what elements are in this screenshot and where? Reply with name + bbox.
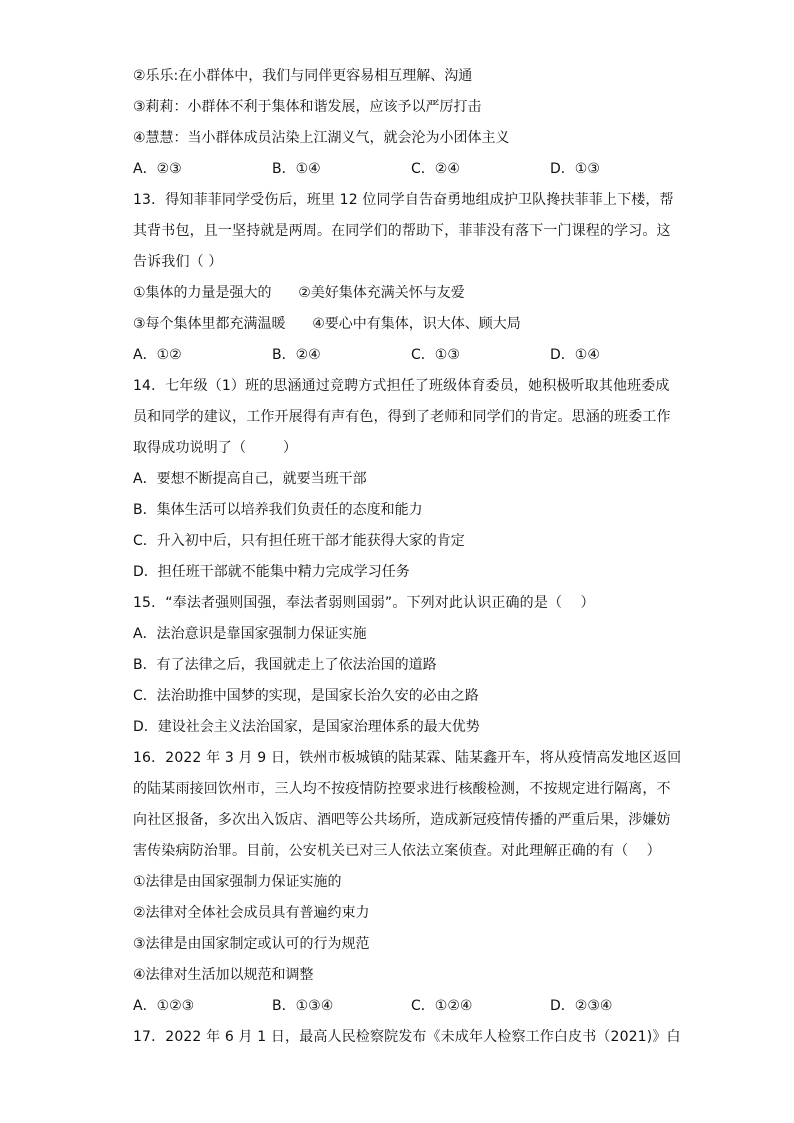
stem-line: 的陆某雨接回饮州市，三人均不按疫情防控要求进行核酸检测，不按规定进行隔离，不 (133, 781, 671, 797)
option-c[interactable]: C．②④ (411, 161, 460, 177)
question-15-stem (133, 588, 663, 619)
option-b[interactable]: B．①④ (272, 161, 321, 177)
statement: ②乐乐:在小群体中，我们与同伴更容易相互理解、沟通 (133, 68, 473, 84)
question-13-options (133, 340, 663, 371)
option-a[interactable]: A．要想不断提高自己，就要当班干部 (133, 471, 367, 487)
option-a[interactable]: A．①②③ (133, 998, 195, 1014)
statement: ②法律对全体社会成员具有普遍约束力 (133, 905, 370, 921)
stem-line: 16．2022 年 3 月 9 日，铁州市板城镇的陆某霖、陆某鑫开车，将从疫情高发地区返回 (133, 750, 682, 766)
option-d[interactable]: D．担任班干部就不能集中精力完成学习任务 (133, 564, 410, 580)
question-15-options (133, 619, 663, 743)
stem-line: 其背书包，且一坚持就是两周。在同学们的帮助下，菲菲没有落下一门课程的学习。这 (133, 223, 671, 239)
question-16-statements (133, 867, 663, 991)
option-b[interactable]: B．集体生活可以培养我们负责任的态度和能力 (133, 502, 423, 518)
page-content (133, 61, 682, 1053)
question-13-statements (133, 278, 663, 340)
question-17-stem (133, 1022, 681, 1053)
question-16-options (133, 991, 663, 1022)
option-a[interactable]: A．法治意识是靠国家强制力保证实施 (133, 626, 367, 642)
option-b[interactable]: B．①③④ (272, 998, 334, 1014)
stem-line: 17．2022 年 6 月 1 日，最高人民检察院发布《未成年人检察工作白皮书（2021)》白 (133, 1029, 681, 1045)
stem-line: 员和同学的建议，工作开展得有声有色，得到了老师和同学们的肯定。思涵的班委工作 (133, 409, 671, 425)
option-d[interactable]: D．②③④ (550, 998, 613, 1014)
option-d[interactable]: D．①③ (550, 161, 600, 177)
question-14-options (133, 464, 663, 588)
stem-line: 告诉我们（ ） (133, 254, 223, 270)
stem-line: 13．得知菲菲同学受伤后，班里 12 位同学自告奋勇地组成护卫队搀扶菲菲上下楼，帮 (133, 192, 674, 208)
statement: ④慧慧：当小群体成员沾染上江湖义气，就会沦为小团体主义 (133, 130, 510, 146)
stem-line: 14．七年级（1）班的思涵通过竞聘方式担任了班级体育委员，她积极听取其他班委成 (133, 378, 670, 394)
question-14-stem (133, 371, 671, 464)
stem-line: 害传染病防治罪。目前，公安机关已对三人依法立案侦查。对此理解正确的有（ ） (133, 843, 661, 859)
option-b[interactable]: B．有了法律之后，我国就走上了依法治国的道路 (133, 657, 437, 673)
question-13-stem (133, 185, 674, 278)
statement: ①法律是由国家强制力保证实施的 (133, 874, 342, 890)
stem-line: 取得成功说明了（ ） (133, 440, 298, 456)
question-12-options (133, 154, 663, 185)
statement: ③莉莉：小群体不利于集体和谐发展，应该予以严厉打击 (133, 99, 482, 115)
statement: ①集体的力量是强大的 ②美好集体充满关怀与友爱 (133, 285, 465, 301)
stem-line: 15．“奉法者强则国强，奉法者弱则国弱”。下列对此认识正确的是（ ） (133, 595, 595, 611)
question-16-stem (133, 743, 682, 867)
option-a[interactable]: A．①② (133, 347, 182, 363)
option-c[interactable]: C．升入初中后，只有担任班干部才能获得大家的肯定 (133, 533, 465, 549)
option-a[interactable]: A．②③ (133, 161, 182, 177)
option-d[interactable]: D．①④ (550, 347, 600, 363)
option-c[interactable]: C．①②④ (411, 998, 473, 1014)
option-c[interactable]: C．法治助推中国梦的实现，是国家长治久安的必由之路 (133, 688, 479, 704)
option-b[interactable]: B．②④ (272, 347, 321, 363)
statement: ③法律是由国家制定或认可的行为规范 (133, 936, 370, 952)
option-d[interactable]: D．建设社会主义法治国家，是国家治理体系的最大优势 (133, 719, 480, 735)
stem-line: 向社区报备，多次出入饭店、酒吧等公共场所，造成新冠疫情传播的严重后果，涉嫌妨 (133, 812, 671, 828)
statement: ③每个集体里都充满温暖 ④要心中有集体，识大体、顾大局 (133, 316, 521, 332)
statement: ④法律对生活加以规范和调整 (133, 967, 314, 983)
option-c[interactable]: C．①③ (411, 347, 460, 363)
question-12-statements (133, 61, 663, 154)
